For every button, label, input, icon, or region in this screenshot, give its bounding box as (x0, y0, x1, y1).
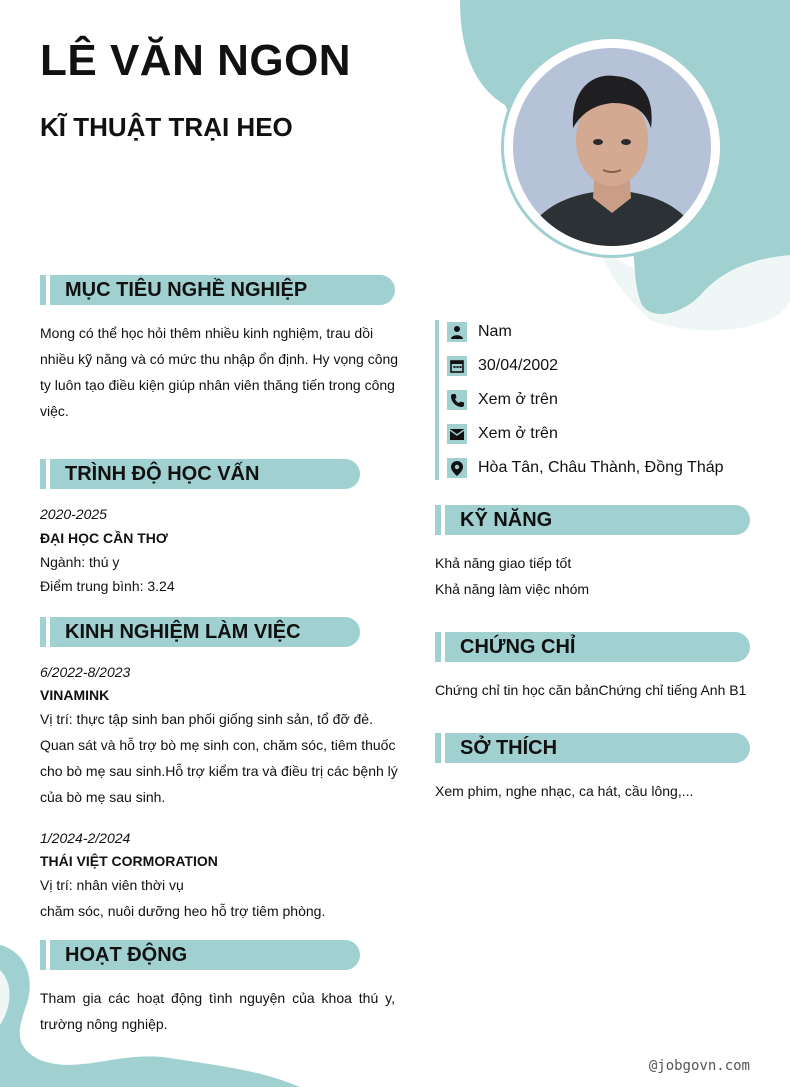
activities-line: trường nông nghiệp. (40, 1016, 168, 1032)
avatar (513, 48, 711, 246)
gender-value: Nam (478, 323, 512, 340)
career-goal-line: nhiều kỹ năng và có mức thu nhập ổn định. Hy vọng công (40, 351, 399, 367)
candidate-name: LÊ VĂN NGON (40, 36, 352, 85)
job-line: Vị trí: thực tập sinh ban phối giống sinh sản, tổ đỡ đẻ. (40, 711, 373, 727)
calendar-icon (447, 356, 467, 376)
info-address (447, 457, 724, 479)
mail-icon (447, 424, 467, 444)
experience-heading-label: KINH NGHIỆM LÀM VIỆC (50, 617, 360, 647)
info-birthday (447, 355, 558, 377)
job-line: chăm sóc, nuôi dưỡng heo hỗ trợ tiêm phòng. (40, 903, 326, 919)
email-value: Xem ở trên (478, 425, 558, 442)
career-goal-heading-label: MỤC TIÊU NGHỀ NGHIỆP (50, 275, 395, 305)
birthday-value: 30/04/2002 (478, 357, 559, 374)
skill-item: Khả năng giao tiếp tốt (435, 555, 572, 571)
activities-heading-label: HOẠT ĐỘNG (50, 940, 360, 970)
certificates-text: Chứng chỉ tin học căn bảnChứng chỉ tiếng Anh B1 (435, 682, 747, 698)
info-email (447, 423, 558, 445)
experience-heading (40, 617, 360, 647)
education-heading (40, 459, 360, 489)
skills-heading-label: KỸ NĂNG (445, 505, 750, 535)
job-line: Vị trí: nhân viên thời vụ (40, 877, 184, 893)
certificates-heading-label: CHỨNG CHỈ (445, 632, 750, 662)
address-value: Hòa Tân, Châu Thành, Đồng Tháp (478, 459, 724, 476)
job-line: Quan sát và hỗ trợ bò mẹ sinh con, chăm sóc, tiêm thuốc (40, 737, 396, 753)
info-gender (447, 321, 512, 343)
skills-list (435, 550, 589, 602)
career-goal-text (40, 320, 400, 424)
location-icon (447, 458, 467, 478)
education-school: ĐẠI HỌC CẦN THƠ (40, 530, 168, 546)
career-goal-line: ty luôn tạo điều kiện giúp nhân viên thăng tiến trong công (40, 377, 395, 393)
career-goal-line: việc. (40, 403, 69, 419)
experience-job (40, 826, 410, 924)
watermark: @jobgovn.com (648, 1058, 750, 1074)
education-major: Ngành: thú y (40, 554, 120, 570)
job-company: VINAMINK (40, 687, 110, 703)
hobbies-heading-label: SỞ THÍCH (445, 733, 750, 763)
career-goal-line: Mong có thể học hỏi thêm nhiều kinh nghiệm, trau dồi (40, 325, 374, 341)
experience-job (40, 660, 410, 810)
job-company: THÁI VIỆT CORMORATION (40, 853, 218, 869)
activities-line: Tham gia các hoạt động tình nguyện của khoa thú y, (40, 990, 395, 1006)
career-goal-heading (40, 275, 395, 305)
job-line: của bò mẹ sau sinh. (40, 789, 166, 805)
education-heading-label: TRÌNH ĐỘ HỌC VẤN (50, 459, 360, 489)
certificates-heading (435, 632, 750, 662)
job-line: cho bò mẹ sau sinh.Hỗ trợ kiểm tra và điều trị các bệnh lý (40, 763, 398, 779)
education-gpa: Điểm trung bình: 3.24 (40, 578, 175, 594)
job-period: 1/2024-2/2024 (40, 830, 131, 846)
education-period: 2020-2025 (40, 506, 107, 522)
info-phone (447, 389, 558, 411)
education-block (40, 502, 175, 598)
contact-info (435, 320, 779, 480)
job-period: 6/2022-8/2023 (40, 664, 131, 680)
phone-value: Xem ở trên (478, 391, 558, 408)
skill-item: Khả năng làm việc nhóm (435, 581, 590, 597)
job-title: KĨ THUẬT TRẠI HEO (40, 112, 293, 142)
activities-text (40, 985, 395, 1037)
skills-heading (435, 505, 750, 535)
phone-icon (447, 390, 467, 410)
person-icon (447, 322, 467, 342)
activities-heading (40, 940, 360, 970)
hobbies-text: Xem phim, nghe nhạc, ca hát, cầu lông,... (435, 783, 694, 799)
hobbies-heading (435, 733, 750, 763)
